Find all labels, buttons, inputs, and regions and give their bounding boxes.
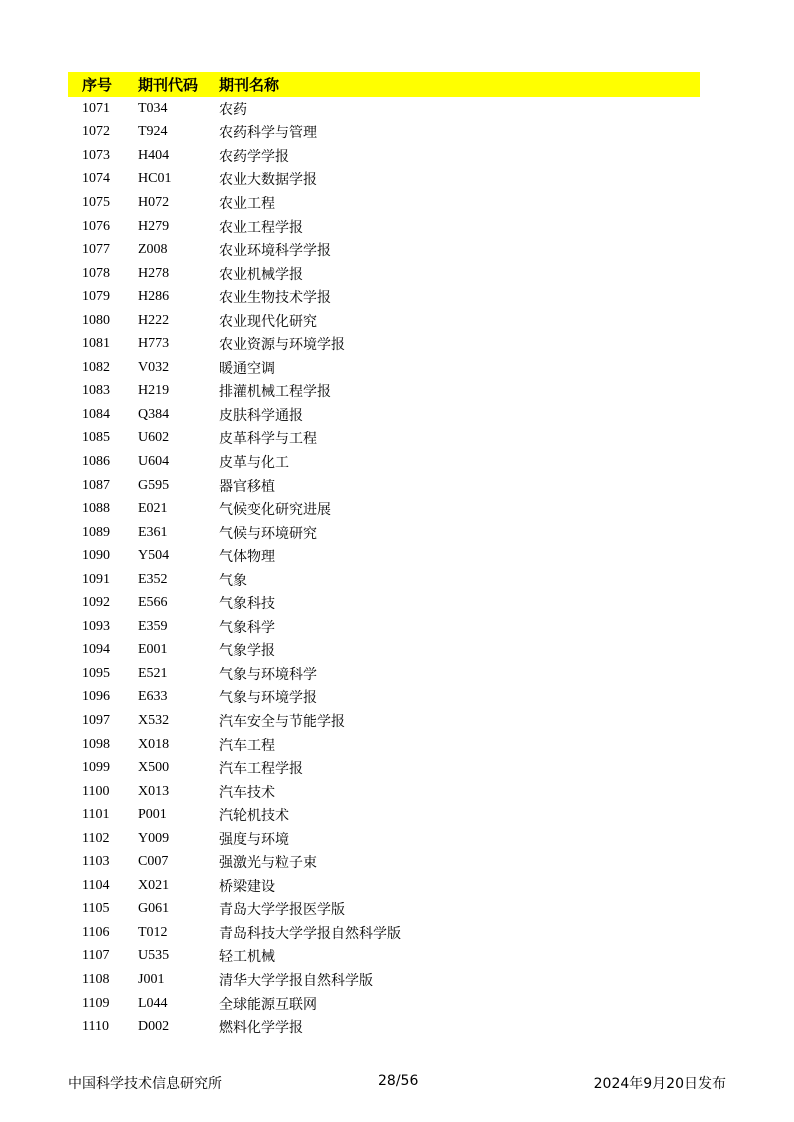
cell-serial: 1079	[82, 289, 110, 305]
cell-serial: 1082	[82, 359, 110, 375]
cell-title: 皮肤科学通报	[219, 408, 303, 424]
table-row	[68, 803, 700, 827]
footer-release-date: 2024年9月20日发布	[593, 1076, 726, 1092]
table-row	[68, 97, 700, 121]
cell-title: 农药学学报	[219, 149, 289, 165]
table-header	[68, 72, 700, 97]
cell-title: 农业环境科学学报	[219, 244, 331, 260]
cell-title: 气象学报	[219, 644, 275, 660]
table-row	[68, 380, 700, 404]
cell-code: G595	[138, 477, 170, 493]
table-row	[68, 168, 700, 192]
cell-serial: 1074	[82, 171, 110, 187]
cell-title: 全球能源互联网	[219, 997, 317, 1013]
cell-serial: 1106	[82, 924, 110, 940]
footer-organization: 中国科学技术信息研究所	[68, 1076, 222, 1092]
cell-code: V032	[138, 359, 170, 375]
cell-serial: 1109	[82, 995, 110, 1011]
cell-code: E633	[138, 689, 168, 705]
table-row	[68, 1015, 700, 1039]
cell-title: 汽车工程	[219, 738, 275, 754]
journal-table	[68, 72, 700, 1039]
cell-code: H278	[138, 265, 170, 281]
cell-title: 农业大数据学报	[219, 173, 317, 189]
cell-serial: 1077	[82, 242, 110, 258]
table-row	[68, 945, 700, 969]
table-row	[68, 238, 700, 262]
header-serial: 序号	[82, 76, 113, 94]
table-row	[68, 474, 700, 498]
table-row	[68, 262, 700, 286]
cell-serial: 1103	[82, 854, 110, 870]
cell-serial: 1078	[82, 265, 110, 281]
cell-code: J001	[138, 972, 165, 987]
cell-title: 排灌机械工程学报	[219, 385, 331, 401]
table-row	[68, 733, 700, 757]
cell-serial: 1073	[82, 147, 110, 163]
cell-serial: 1095	[82, 665, 110, 681]
cell-title: 汽轮机技术	[219, 809, 289, 825]
cell-title: 气象与环境学报	[219, 691, 317, 707]
cell-title: 农业工程	[219, 196, 275, 212]
cell-serial: 1089	[82, 524, 110, 540]
cell-code: U602	[138, 430, 170, 446]
cell-serial: 1110	[82, 1019, 109, 1035]
cell-serial: 1092	[82, 595, 110, 611]
cell-title: 青岛大学学报医学版	[219, 903, 345, 919]
cell-serial: 1107	[82, 948, 110, 964]
cell-code: X532	[138, 712, 170, 728]
cell-code: H404	[138, 147, 170, 163]
cell-title: 气候与环境研究	[219, 526, 317, 542]
cell-serial: 1076	[82, 218, 110, 234]
cell-title: 燃料化学学报	[219, 1021, 303, 1037]
cell-serial: 1097	[82, 712, 110, 728]
cell-title: 农业现代化研究	[219, 314, 317, 330]
table-row	[68, 992, 700, 1016]
cell-code: E521	[138, 665, 168, 681]
cell-serial: 1105	[82, 901, 110, 917]
table-row	[68, 144, 700, 168]
cell-title: 农业机械学报	[219, 267, 303, 283]
cell-code: U535	[138, 948, 170, 964]
table-row	[68, 615, 700, 639]
cell-code: E359	[138, 618, 168, 634]
cell-code: HC01	[138, 171, 172, 187]
cell-code: X500	[138, 760, 170, 776]
table-row	[68, 921, 700, 945]
cell-code: E021	[138, 501, 168, 517]
cell-title: 汽车安全与节能学报	[219, 714, 345, 730]
cell-title: 气体物理	[219, 550, 275, 566]
cell-title: 暖通空调	[219, 361, 275, 377]
cell-title: 清华大学学报自然科学版	[219, 974, 373, 989]
cell-serial: 1101	[82, 807, 110, 823]
cell-serial: 1094	[82, 642, 110, 658]
header-code: 期刊代码	[138, 76, 199, 94]
cell-code: H219	[138, 383, 170, 399]
table-row	[68, 215, 700, 239]
table-row	[68, 662, 700, 686]
cell-code: T034	[138, 100, 168, 116]
cell-serial: 1098	[82, 736, 110, 752]
cell-code: Q384	[138, 406, 170, 422]
cell-title: 气象科学	[219, 620, 275, 636]
cell-title: 皮革科学与工程	[219, 432, 317, 448]
cell-code: X018	[138, 736, 170, 752]
table-row	[68, 568, 700, 592]
table-row	[68, 497, 700, 521]
cell-serial: 1104	[82, 877, 110, 893]
table-row	[68, 427, 700, 451]
page-footer	[68, 1073, 726, 1093]
table-row	[68, 356, 700, 380]
cell-title: 农药科学与管理	[219, 126, 317, 142]
cell-code: H286	[138, 289, 170, 305]
table-row	[68, 851, 700, 875]
cell-code: T012	[138, 924, 168, 940]
table-row	[68, 756, 700, 780]
cell-serial: 1085	[82, 430, 110, 446]
cell-serial: 1072	[82, 124, 110, 140]
cell-serial: 1083	[82, 383, 110, 399]
cell-serial: 1087	[82, 477, 110, 493]
cell-code: H279	[138, 218, 170, 234]
table-row	[68, 968, 700, 992]
cell-code: E352	[138, 571, 168, 587]
table-body	[68, 97, 700, 1039]
cell-serial: 1091	[82, 571, 110, 587]
cell-code: X021	[138, 877, 170, 893]
cell-title: 轻工机械	[219, 950, 275, 966]
cell-serial: 1108	[82, 972, 110, 987]
cell-title: 农业资源与环境学报	[219, 338, 345, 354]
cell-code: E001	[138, 642, 168, 658]
table-row	[68, 544, 700, 568]
table-row	[68, 285, 700, 309]
cell-title: 汽车技术	[219, 785, 275, 801]
cell-title: 强度与环境	[219, 832, 289, 848]
cell-serial: 1086	[82, 453, 110, 469]
cell-title: 青岛科技大学学报自然科学版	[219, 926, 401, 942]
cell-serial: 1088	[82, 501, 110, 517]
table-row	[68, 191, 700, 215]
cell-title: 气象科技	[219, 597, 275, 613]
table-row	[68, 827, 700, 851]
cell-code: E361	[138, 524, 168, 540]
table-row	[68, 521, 700, 545]
cell-title: 农业生物技术学报	[219, 291, 331, 307]
cell-title: 气象	[219, 573, 247, 589]
table-row	[68, 450, 700, 474]
table-row	[68, 686, 700, 710]
cell-serial: 1081	[82, 336, 110, 352]
cell-code: P001	[138, 807, 167, 823]
table-row	[68, 780, 700, 804]
cell-code: G061	[138, 901, 170, 917]
cell-code: E566	[138, 595, 168, 611]
cell-code: U604	[138, 453, 170, 469]
header-title: 期刊名称	[219, 76, 280, 94]
table-row	[68, 898, 700, 922]
table-row	[68, 591, 700, 615]
cell-code: Y009	[138, 830, 170, 846]
cell-title: 皮革与化工	[219, 455, 289, 471]
cell-code: Y504	[138, 548, 170, 564]
cell-title: 汽车工程学报	[219, 762, 303, 778]
cell-serial: 1090	[82, 548, 110, 564]
cell-serial: 1093	[82, 618, 110, 634]
cell-code: C007	[138, 854, 169, 870]
cell-serial: 1100	[82, 783, 110, 799]
cell-serial: 1080	[82, 312, 110, 328]
cell-title: 气候变化研究进展	[219, 503, 331, 519]
cell-code: X013	[138, 783, 170, 799]
cell-code: H222	[138, 312, 170, 328]
cell-code: L044	[138, 995, 168, 1011]
cell-title: 器官移植	[219, 479, 275, 495]
table-row	[68, 332, 700, 356]
cell-title: 桥梁建设	[219, 879, 275, 895]
table-row	[68, 874, 700, 898]
cell-serial: 1099	[82, 760, 110, 776]
cell-title: 农业工程学报	[219, 220, 303, 236]
cell-serial: 1102	[82, 830, 110, 846]
cell-serial: 1075	[82, 194, 110, 210]
cell-serial: 1096	[82, 689, 110, 705]
table-row	[68, 709, 700, 733]
cell-serial: 1071	[82, 100, 110, 116]
cell-code: T924	[138, 124, 168, 140]
cell-title: 气象与环境科学	[219, 667, 317, 683]
cell-title: 强激光与粒子束	[219, 856, 317, 872]
table-row	[68, 309, 700, 333]
table-row	[68, 121, 700, 145]
cell-code: D002	[138, 1019, 170, 1035]
cell-code: H072	[138, 194, 170, 210]
footer-page-number: 28/56	[378, 1073, 419, 1089]
table-row	[68, 639, 700, 663]
table-row	[68, 403, 700, 427]
cell-serial: 1084	[82, 406, 110, 422]
cell-code: Z008	[138, 242, 168, 258]
cell-code: H773	[138, 336, 170, 352]
cell-title: 农药	[219, 102, 247, 118]
